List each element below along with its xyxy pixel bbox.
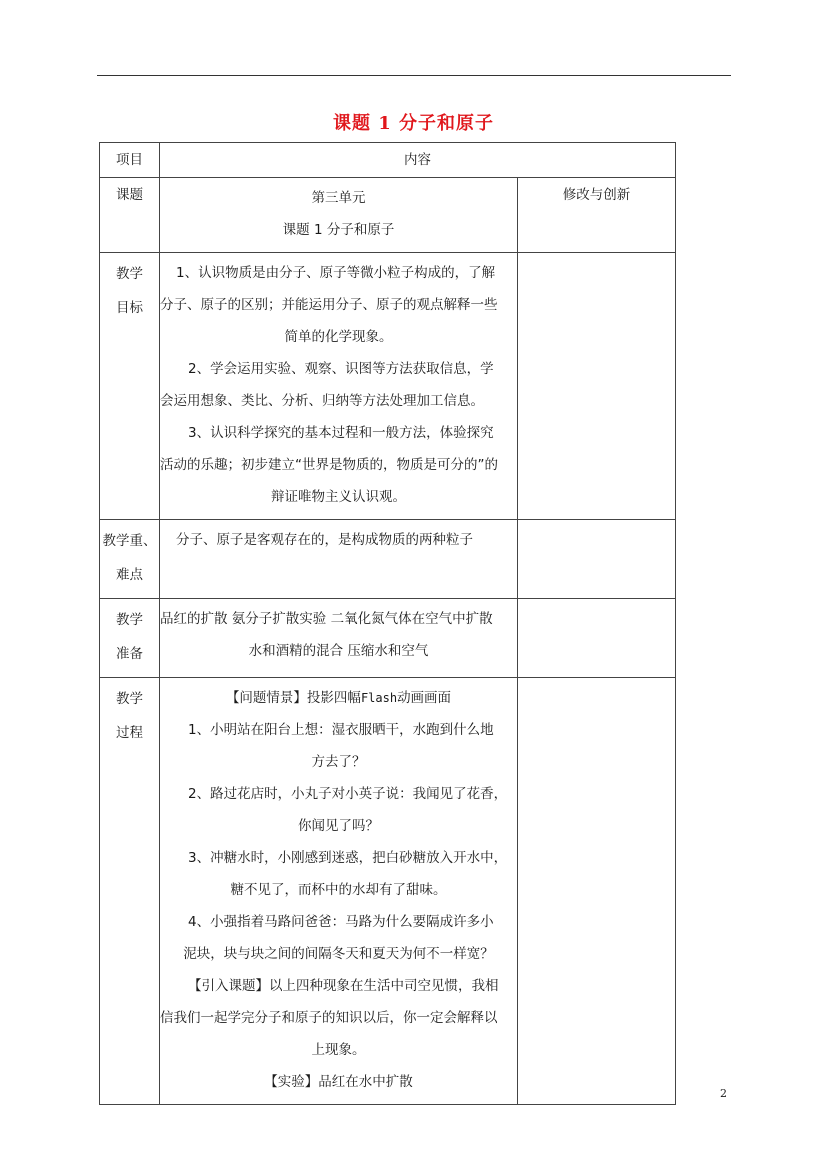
preparation-label: 教学 准备 — [100, 599, 160, 678]
preparation-line-1: 品红的扩散 氨分子扩散实验 二氧化氮气体在空气中扩散 — [160, 611, 493, 627]
process-notes — [518, 678, 676, 1105]
process-row — [100, 678, 676, 1105]
header-item: 项目 — [100, 143, 160, 178]
problem-scenario: 【问题情景】投影四幅Flash动画画面 — [225, 690, 452, 706]
table-header-row — [100, 143, 676, 178]
process-content — [160, 678, 518, 1105]
goal-3-line-3: 辩证唯物主义认识观。 — [271, 489, 406, 505]
lead-in-line-1: 【引入课题】以上四种现象在生活中司空见惯，我相 — [188, 978, 499, 994]
goal-3-line-2: 活动的乐趣；初步建立“世界是物质的，物质是可分的”的 — [160, 457, 498, 473]
question-3-line-2: 糖不见了，而杯中的水却有了甜味。 — [230, 882, 447, 898]
goal-1-line-3: 简单的化学现象。 — [284, 329, 393, 345]
question-2-line-1: 2、路过花店时，小丸子对小英子说：我闻见了花香， — [188, 786, 508, 802]
topic-row — [100, 178, 676, 253]
question-1-line-2: 方去了？ — [311, 754, 366, 770]
header-rule — [97, 75, 731, 76]
keypoints-text: 分子、原子是客观存在的，是构成物质的两种粒子 — [176, 532, 473, 548]
process-label: 教学 过程 — [100, 678, 160, 1105]
goal-2-line-1: 2、学会运用实验、观察、识图等方法获取信息，学 — [188, 361, 494, 377]
keypoints-notes — [518, 520, 676, 599]
goal-1-line-2: 分子、原子的区别；并能运用分子、原子的观点解释一些 — [160, 297, 498, 313]
goals-content — [160, 253, 518, 520]
question-2-line-2: 你闻见了吗？ — [298, 818, 379, 834]
preparation-row — [100, 599, 676, 678]
revision-header: 修改与创新 — [518, 178, 676, 253]
goals-label: 教学 目标 — [100, 253, 160, 520]
goal-2-line-2: 会运用想象、类比、分析、归纳等方法处理加工信息。 — [160, 393, 484, 409]
lesson-name: 课题 1 分子和原子 — [282, 222, 395, 238]
topic-content — [160, 178, 518, 253]
question-3-line-1: 3、冲糖水时，小刚感到迷惑，把白砂糖放入开水中， — [188, 850, 508, 866]
unit-name: 第三单元 — [311, 190, 366, 206]
topic-label: 课题 — [100, 178, 160, 253]
lead-in-line-3: 上现象。 — [311, 1042, 366, 1058]
question-1-line-1: 1、小明站在阳台上想：湿衣服晒干，水跑到什么地 — [188, 722, 494, 738]
question-4-line-2: 泥块，块与块之间的间隔冬天和夏天为何不一样宽？ — [183, 946, 494, 962]
goals-notes — [518, 253, 676, 520]
lead-in-line-2: 信我们一起学完分子和原子的知识以后，你一定会解释以 — [160, 1010, 498, 1026]
preparation-content — [160, 599, 518, 678]
keypoints-row — [100, 520, 676, 599]
experiment-heading: 【实验】品红在水中扩散 — [264, 1074, 413, 1090]
lesson-plan-table — [99, 142, 676, 1105]
keypoints-content — [160, 520, 518, 599]
goal-3-line-1: 3、认识科学探究的基本过程和一般方法，体验探究 — [188, 425, 494, 441]
preparation-line-2: 水和酒精的混合 压缩水和空气 — [248, 643, 429, 659]
preparation-notes — [518, 599, 676, 678]
question-4-line-1: 4、小强指着马路问爸爸：马路为什么要隔成许多小 — [188, 914, 494, 930]
header-content: 内容 — [160, 143, 676, 178]
page-title: 课题 1 分子和原子 — [332, 113, 495, 134]
goals-row — [100, 253, 676, 520]
goal-1-line-1: 1、认识物质是由分子、原子等微小粒子构成的，了解 — [176, 265, 496, 281]
keypoints-label: 教学重、 难点 — [100, 520, 160, 599]
page-number: 2 — [720, 1087, 727, 1100]
